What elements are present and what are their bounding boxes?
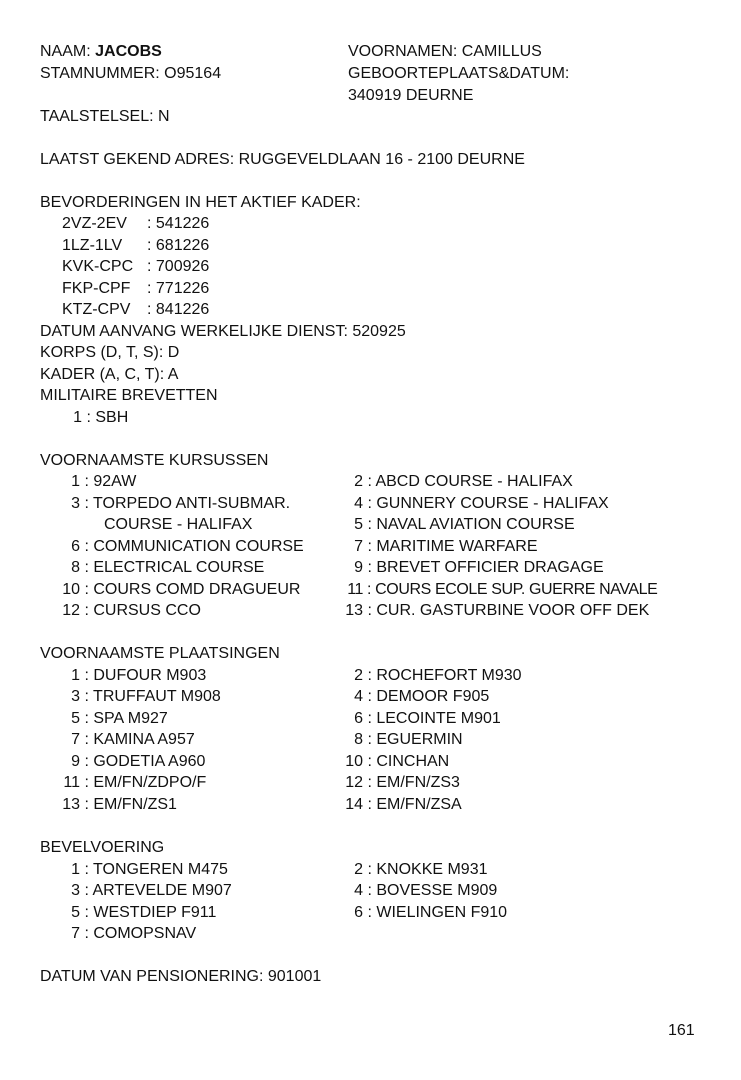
- bevordering-rank: KTZ-CPV: [62, 301, 131, 318]
- bevordering-date: : 681226: [147, 237, 210, 254]
- bevel-text: : TONGEREN M475: [84, 861, 228, 878]
- kursus-right-row: [343, 536, 538, 557]
- plaatsing-number: 1: [71, 667, 80, 684]
- plaatsing-text: : ROCHEFORT M930: [367, 667, 522, 684]
- brevet-row: [62, 407, 128, 428]
- kursus-left-row: [60, 557, 264, 578]
- bevordering-row: [62, 278, 209, 299]
- plaatsing-text: : GODETIA A960: [84, 753, 206, 770]
- bevel-number: 3: [71, 882, 80, 899]
- plaatsing-text: : DUFOUR M903: [84, 667, 207, 684]
- bevel-left-row: [60, 880, 232, 901]
- kursus-text: : MARITIME WARFARE: [367, 538, 538, 555]
- kursus-right-row: [343, 557, 604, 578]
- bevordering-date: : 700926: [147, 258, 210, 275]
- bevordering-rank: 1LZ-1LV: [62, 237, 123, 254]
- plaatsing-right-row: [343, 665, 522, 686]
- bevel-text: : BOVESSE M909: [367, 882, 498, 899]
- kursus-text: : 92AW: [84, 473, 137, 490]
- kursus-right-row: [343, 600, 649, 621]
- plaatsing-number: 4: [354, 688, 363, 705]
- kursus-number: 12: [62, 602, 80, 619]
- bevel-text: : ARTEVELDE M907: [84, 882, 232, 899]
- plaatsing-right-row: [343, 772, 460, 793]
- kursus-number: 1: [71, 473, 80, 490]
- kursus-left-row: [60, 471, 136, 492]
- geboorte-label: GEBOORTEPLAATS&DATUM:: [348, 65, 570, 82]
- bevel-number: 7: [71, 925, 80, 942]
- kursus-text: COURSE - HALIFAX: [104, 516, 253, 533]
- voornamen-value: CAMILLUS: [461, 43, 542, 60]
- plaatsing-number: 11: [63, 774, 80, 791]
- bevordering-row: [62, 235, 209, 256]
- brevet-text: : SBH: [86, 409, 129, 426]
- korps: KORPS (D, T, S): D: [40, 344, 180, 361]
- plaatsing-text: : DEMOOR F905: [367, 688, 490, 705]
- brevetten-title: MILITAIRE BREVETTEN: [40, 387, 218, 404]
- bevel-text: : WESTDIEP F911: [84, 904, 217, 921]
- plaatsing-text: : KAMINA A957: [84, 731, 195, 748]
- taalstelsel-value: N: [157, 108, 170, 125]
- plaatsing-right-row: [343, 729, 463, 750]
- kursus-text: : COURS COMD DRAGUEUR: [84, 581, 301, 598]
- bevordering-rank: 2VZ-2EV: [62, 215, 127, 232]
- kursus-number: 10: [62, 581, 80, 598]
- plaatsing-text: : SPA M927: [84, 710, 168, 727]
- plaatsing-left-row: [60, 729, 195, 750]
- plaatsing-number: 5: [71, 710, 80, 727]
- plaatsing-number: 10: [345, 753, 363, 770]
- plaatsing-left-row: [60, 686, 221, 707]
- page-number: 161: [668, 1022, 695, 1039]
- bevel-right-row: [343, 859, 488, 880]
- plaatsing-text: : EM/FN/ZS1: [84, 796, 177, 813]
- kursus-left-row: [60, 493, 290, 514]
- voornamen-label: VOORNAMEN:: [348, 43, 458, 60]
- brevet-number: 1: [73, 409, 82, 426]
- plaatsing-text: : LECOINTE M901: [367, 710, 501, 727]
- kursus-text: : COMMUNICATION COURSE: [84, 538, 304, 555]
- kursussen-title: VOORNAAMSTE KURSUSSEN: [40, 452, 269, 469]
- plaatsing-text: : EM/FN/ZSA: [367, 796, 462, 813]
- kursus-right-row: [343, 471, 573, 492]
- plaatsing-left-row: [60, 751, 205, 772]
- kursus-number: 13: [345, 602, 363, 619]
- kursus-text: : ABCD COURSE - HALIFAX: [367, 473, 573, 490]
- kursus-left-row: [60, 600, 201, 621]
- plaatsing-text: : EM/FN/ZDPO/F: [84, 774, 207, 791]
- plaatsing-number: 8: [354, 731, 363, 748]
- plaatsing-text: : TRUFFAUT M908: [84, 688, 221, 705]
- plaatsing-number: 7: [71, 731, 80, 748]
- voornamen-line: [348, 41, 542, 62]
- plaatsing-number: 9: [71, 753, 80, 770]
- kursus-text: : COURS ECOLE SUP. GUERRE NAVALE: [367, 581, 658, 598]
- bevordering-date: : 771226: [147, 280, 210, 297]
- taalstelsel-line: [40, 106, 170, 127]
- plaatsing-right-row: [343, 751, 449, 772]
- kursus-number: 6: [71, 538, 80, 555]
- plaatsing-left-row: [60, 665, 206, 686]
- kursus-text: : BREVET OFFICIER DRAGAGE: [367, 559, 604, 576]
- pensionering: DATUM VAN PENSIONERING: 901001: [40, 968, 322, 985]
- kursus-text: : GUNNERY COURSE - HALIFAX: [367, 495, 609, 512]
- plaatsing-number: 14: [345, 796, 363, 813]
- bevel-text: : KNOKKE M931: [367, 861, 488, 878]
- bevorderingen-title: BEVORDERINGEN IN HET AKTIEF KADER:: [40, 194, 361, 211]
- kursus-text: : CUR. GASTURBINE VOOR OFF DEK: [367, 602, 650, 619]
- bevel-right-row: [343, 880, 497, 901]
- plaatsing-right-row: [343, 686, 489, 707]
- bevordering-row: [62, 299, 209, 320]
- plaatsingen-title: VOORNAAMSTE PLAATSINGEN: [40, 645, 280, 662]
- bevelvoering-title: BEVELVOERING: [40, 839, 165, 856]
- plaatsing-number: 3: [71, 688, 80, 705]
- adres-label: LAATST GEKEND ADRES:: [40, 151, 235, 168]
- naam-label: NAAM:: [40, 43, 91, 60]
- taalstelsel-label: TAALSTELSEL:: [40, 108, 154, 125]
- kader: KADER (A, C, T): A: [40, 366, 179, 383]
- kursus-text: : CURSUS CCO: [84, 602, 201, 619]
- kursus-left-row: [60, 579, 300, 600]
- bevel-number: 6: [354, 904, 363, 921]
- adres-line: [40, 149, 525, 170]
- bevel-left-row: [60, 923, 196, 944]
- kursus-text: : NAVAL AVIATION COURSE: [367, 516, 575, 533]
- bevordering-rank: FKP-CPF: [62, 280, 131, 297]
- bevordering-date: : 841226: [147, 301, 210, 318]
- plaatsing-number: 2: [354, 667, 363, 684]
- kursus-number: 8: [71, 559, 80, 576]
- bevel-text: : COMOPSNAV: [84, 925, 197, 942]
- bevordering-date: : 541226: [147, 215, 210, 232]
- bevel-right-row: [343, 902, 507, 923]
- kursus-text: : TORPEDO ANTI-SUBMAR.: [84, 495, 291, 512]
- kursus-number: 4: [354, 495, 363, 512]
- kursus-right-row: [343, 493, 609, 514]
- kursus-number: 5: [354, 516, 363, 533]
- bevordering-rank: KVK-CPC: [62, 258, 134, 275]
- kursus-number: 7: [354, 538, 363, 555]
- plaatsing-text: : CINCHAN: [367, 753, 450, 770]
- kursus-number: 2: [354, 473, 363, 490]
- kursus-right-row: [343, 514, 575, 535]
- plaatsing-text: : EM/FN/ZS3: [367, 774, 460, 791]
- stamnummer-label: STAMNUMMER:: [40, 65, 160, 82]
- bevordering-row: [62, 213, 209, 234]
- kursus-number: 9: [354, 559, 363, 576]
- bevel-number: 5: [71, 904, 80, 921]
- plaatsing-number: 12: [345, 774, 363, 791]
- kursus-left-row: [60, 536, 304, 557]
- stamnummer-value: O95164: [164, 65, 222, 82]
- dienst-aanvang: DATUM AANVANG WERKELIJKE DIENST: 520925: [40, 323, 406, 340]
- plaatsing-left-row: [60, 708, 168, 729]
- bevel-number: 4: [354, 882, 363, 899]
- bevel-text: : WIELINGEN F910: [367, 904, 508, 921]
- bevordering-row: [62, 256, 209, 277]
- bevel-number: 2: [354, 861, 363, 878]
- naam-line: [40, 41, 162, 62]
- bevel-number: 1: [71, 861, 80, 878]
- kursus-number: 3: [71, 495, 80, 512]
- plaatsing-text: : EGUERMIN: [367, 731, 463, 748]
- kursus-number: 11: [347, 581, 363, 598]
- adres-value: RUGGEVELDLAAN 16 - 2100 DEURNE: [238, 151, 525, 168]
- plaatsing-left-row: [60, 772, 206, 793]
- plaatsing-number: 13: [62, 796, 80, 813]
- plaatsing-number: 6: [354, 710, 363, 727]
- kursus-left-continuation: [104, 514, 252, 535]
- kursus-text: : ELECTRICAL COURSE: [84, 559, 265, 576]
- stamnummer-line: [40, 63, 221, 84]
- bevel-left-row: [60, 859, 228, 880]
- plaatsing-right-row: [343, 708, 501, 729]
- plaatsing-left-row: [60, 794, 177, 815]
- plaatsing-right-row: [343, 794, 462, 815]
- naam-value: JACOBS: [95, 43, 162, 60]
- geboorte-value: 340919 DEURNE: [348, 87, 474, 104]
- bevel-left-row: [60, 902, 216, 923]
- kursus-right-row: [343, 579, 657, 600]
